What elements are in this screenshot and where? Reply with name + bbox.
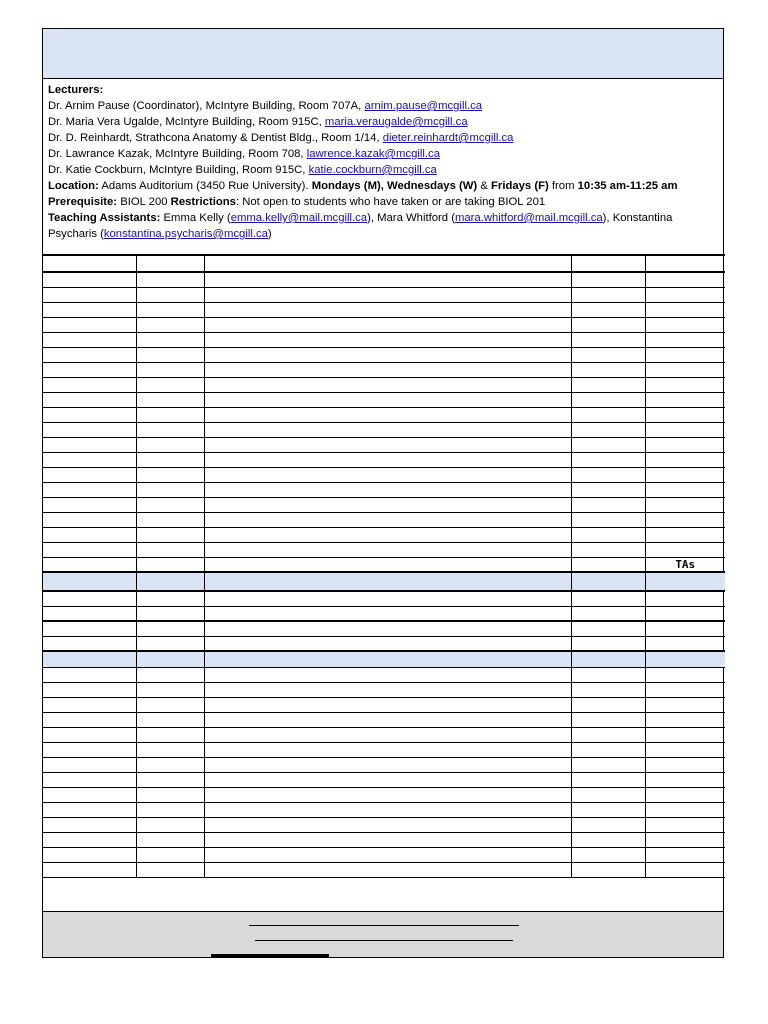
schedule-table (43, 254, 725, 878)
table-cell (204, 817, 571, 832)
table-cell (204, 667, 571, 682)
table-cell (43, 452, 136, 467)
table-cell (43, 422, 136, 437)
table-cell (204, 862, 571, 877)
footer-band (43, 911, 723, 957)
table-cell (204, 802, 571, 817)
table-cell (204, 697, 571, 712)
table-cell (136, 697, 204, 712)
title-band (43, 29, 723, 79)
table-row (43, 467, 725, 482)
table-cell (645, 682, 725, 697)
table-cell (43, 317, 136, 332)
table-cell (204, 512, 571, 527)
table-cell (136, 317, 204, 332)
table-cell (204, 787, 571, 802)
table-cell (645, 742, 725, 757)
table-cell (645, 332, 725, 347)
table-cell (571, 377, 645, 392)
table-row (43, 302, 725, 317)
table-cell (571, 727, 645, 742)
table-cell (136, 467, 204, 482)
table-cell (43, 302, 136, 317)
table-cell (43, 255, 136, 272)
table-cell (136, 437, 204, 452)
table-cell (571, 606, 645, 621)
table-row (43, 832, 725, 847)
table-cell (645, 497, 725, 512)
table-cell (571, 847, 645, 862)
table-row (43, 862, 725, 877)
table-cell (204, 621, 571, 636)
table-cell (645, 572, 725, 591)
table-cell (645, 757, 725, 772)
table-cell (645, 847, 725, 862)
table-cell (571, 437, 645, 452)
table-row (43, 621, 725, 636)
table-cell (43, 636, 136, 651)
lecturer-row: Dr. Maria Vera Ugalde, McIntyre Building, Room 915C, maria.veraugalde@mcgill.ca (48, 116, 468, 128)
table-row (43, 452, 725, 467)
table-row (43, 772, 725, 787)
table-cell (136, 621, 204, 636)
table-cell (136, 757, 204, 772)
table-cell (204, 452, 571, 467)
email-link[interactable]: maria.veraugalde@mcgill.ca (324, 116, 468, 128)
lecturers-heading: Lecturers: (48, 84, 104, 96)
table-cell (136, 452, 204, 467)
table-cell (645, 727, 725, 742)
table-cell (43, 621, 136, 636)
table-cell (136, 591, 204, 606)
table-row (43, 317, 725, 332)
table-cell (43, 787, 136, 802)
table-cell (43, 377, 136, 392)
table-row (43, 682, 725, 697)
table-cell (645, 787, 725, 802)
table-cell (136, 497, 204, 512)
table-row (43, 757, 725, 772)
email-link[interactable]: arnim.pause@mcgill.ca (364, 100, 483, 112)
table-cell (571, 651, 645, 667)
table-cell (204, 347, 571, 362)
table-cell (204, 287, 571, 302)
table-cell (43, 287, 136, 302)
table-row (43, 817, 725, 832)
table-cell (136, 362, 204, 377)
table-cell (43, 557, 136, 572)
table-cell (136, 287, 204, 302)
table-cell (571, 362, 645, 377)
table-cell (645, 452, 725, 467)
table-cell (136, 802, 204, 817)
table-cell (571, 497, 645, 512)
table-row (43, 542, 725, 557)
table-cell (571, 482, 645, 497)
table-cell (43, 682, 136, 697)
table-cell (571, 621, 645, 636)
table-cell (204, 497, 571, 512)
table-cell (204, 527, 571, 542)
table-cell (571, 467, 645, 482)
table-cell (43, 817, 136, 832)
table-cell (43, 862, 136, 877)
table-cell (136, 272, 204, 287)
table-cell (136, 557, 204, 572)
table-cell (571, 452, 645, 467)
table-cell (204, 467, 571, 482)
prerequisite-row: Prerequisite: BIOL 200 Restrictions: Not open to students who have taken or are taking BIOL 201 (48, 196, 546, 208)
table-cell (136, 862, 204, 877)
table-cell (571, 347, 645, 362)
table-cell (204, 832, 571, 847)
email-link[interactable]: lawrence.kazak@mcgill.ca (306, 148, 440, 160)
table-row (43, 712, 725, 727)
table-cell (645, 287, 725, 302)
table-cell (645, 392, 725, 407)
table-cell (136, 742, 204, 757)
table-cell (645, 362, 725, 377)
table-cell (204, 332, 571, 347)
table-row (43, 591, 725, 606)
table-cell (43, 497, 136, 512)
table-cell (204, 317, 571, 332)
table-cell (645, 512, 725, 527)
table-cell (136, 727, 204, 742)
table-cell (204, 591, 571, 606)
table-row (43, 802, 725, 817)
table-cell (136, 422, 204, 437)
table-cell (571, 817, 645, 832)
table-cell (571, 332, 645, 347)
table-cell (204, 651, 571, 667)
table-cell (204, 362, 571, 377)
table-row (43, 392, 725, 407)
table-row (43, 636, 725, 651)
table-cell (43, 512, 136, 527)
table-row (43, 572, 725, 591)
table-row (43, 377, 725, 392)
teaching-assistants-row: Teaching Assistants: Emma Kelly (emma.kelly@mail.mcgill.ca), Mara Whitford (mara.whitford@mail.mcgill.ca), Konstantina Psycharis (konstantina.psycharis@mcgill.ca) (48, 212, 673, 240)
table-cell (204, 542, 571, 557)
table-cell (43, 407, 136, 422)
lecturer-row: Dr. Lawrance Kazak, McIntyre Building, Room 708, lawrence.kazak@mcgill.ca (48, 148, 440, 160)
table-cell (571, 862, 645, 877)
table-cell (571, 682, 645, 697)
table-cell (43, 482, 136, 497)
table-cell (645, 712, 725, 727)
table-cell (204, 407, 571, 422)
table-cell (571, 542, 645, 557)
table-cell (43, 572, 136, 591)
table-row (43, 272, 725, 287)
table-row (43, 606, 725, 621)
table-row (43, 847, 725, 862)
table-cell (204, 482, 571, 497)
table-cell (645, 527, 725, 542)
lecturer-row: Dr. D. Reinhardt, Strathcona Anatomy & Dentist Bldg., Room 1/14, dieter.reinhardt@mcgill.ca (48, 132, 514, 144)
table-row (43, 362, 725, 377)
table-cell (136, 712, 204, 727)
table-cell (645, 302, 725, 317)
lecturer-row: Dr. Arnim Pause (Coordinator), McIntyre Building, Room 707A, arnim.pause@mcgill.ca (48, 100, 483, 112)
table-cell (571, 392, 645, 407)
table-cell (43, 727, 136, 742)
table-cell (204, 302, 571, 317)
table-row (43, 407, 725, 422)
table-cell (571, 302, 645, 317)
tas-cell: TAs (645, 557, 725, 572)
table-cell (204, 437, 571, 452)
table-cell (645, 862, 725, 877)
table-row (43, 347, 725, 362)
table-cell (43, 832, 136, 847)
table-cell (645, 832, 725, 847)
table-cell (645, 636, 725, 651)
table-cell (43, 667, 136, 682)
table-cell (571, 255, 645, 272)
table-cell (571, 667, 645, 682)
table-cell (204, 255, 571, 272)
table-cell (571, 697, 645, 712)
table-cell (136, 772, 204, 787)
table-cell (204, 682, 571, 697)
table-cell (645, 482, 725, 497)
table-row (43, 742, 725, 757)
table-cell (43, 467, 136, 482)
table-cell (645, 817, 725, 832)
table-cell (645, 317, 725, 332)
table-cell (571, 832, 645, 847)
table-cell (136, 847, 204, 862)
email-link[interactable]: emma.kelly@mail.mcgill.ca (230, 212, 368, 224)
table-cell (571, 636, 645, 651)
table-cell (204, 772, 571, 787)
lecturer-row: Dr. Katie Cockburn, McIntyre Building, Room 915C, katie.cockburn@mcgill.ca (48, 164, 437, 176)
table-cell (43, 332, 136, 347)
table-cell (136, 255, 204, 272)
table-cell (43, 772, 136, 787)
table-cell (43, 742, 136, 757)
table-cell (204, 272, 571, 287)
table-cell (645, 591, 725, 606)
table-cell (43, 542, 136, 557)
table-cell (204, 377, 571, 392)
table-cell (204, 712, 571, 727)
table-cell (136, 682, 204, 697)
table-cell (645, 347, 725, 362)
table-cell (204, 636, 571, 651)
table-cell (645, 407, 725, 422)
table-cell (571, 802, 645, 817)
table-row (43, 482, 725, 497)
table-cell (136, 572, 204, 591)
table-cell (136, 606, 204, 621)
table-row (43, 697, 725, 712)
table-row (43, 727, 725, 742)
table-cell (204, 557, 571, 572)
table-cell (136, 302, 204, 317)
table-cell (571, 742, 645, 757)
table-cell (136, 636, 204, 651)
footer-rule (255, 940, 513, 941)
table-cell (136, 542, 204, 557)
table-cell (571, 772, 645, 787)
table-cell (645, 272, 725, 287)
table-cell (645, 772, 725, 787)
table-cell (136, 527, 204, 542)
table-cell (571, 407, 645, 422)
table-cell (571, 557, 645, 572)
table-cell (645, 802, 725, 817)
schedule-sheet (42, 28, 724, 958)
table-cell (571, 787, 645, 802)
table-cell (204, 606, 571, 621)
table-cell (204, 392, 571, 407)
table-cell (136, 347, 204, 362)
table-cell (43, 272, 136, 287)
table-row (43, 287, 725, 302)
table-cell (571, 712, 645, 727)
table-cell (645, 621, 725, 636)
table-row (43, 557, 725, 572)
email-link[interactable]: katie.cockburn@mcgill.ca (308, 164, 437, 176)
table-cell (204, 742, 571, 757)
table-cell (645, 651, 725, 667)
table-cell (571, 527, 645, 542)
table-cell (645, 377, 725, 392)
location-row: Location: Adams Auditorium (3450 Rue University). Mondays (M), Wednesdays (W) & Fridays (F) from 10:35 am-11:25 am (48, 180, 678, 192)
table-cell (645, 437, 725, 452)
table-cell (136, 787, 204, 802)
table-cell (43, 651, 136, 667)
table-row (43, 651, 725, 667)
table-cell (43, 802, 136, 817)
table-cell (136, 482, 204, 497)
table-cell (136, 407, 204, 422)
table-cell (204, 422, 571, 437)
table-cell (136, 651, 204, 667)
table-cell (571, 272, 645, 287)
footer-rule (249, 925, 519, 926)
footer-rule (211, 954, 329, 957)
table-cell (43, 527, 136, 542)
table-cell (43, 347, 136, 362)
table-cell (571, 512, 645, 527)
table-row (43, 332, 725, 347)
table-cell (571, 572, 645, 591)
table-cell (136, 377, 204, 392)
table-cell (136, 667, 204, 682)
table-cell (43, 437, 136, 452)
table-cell (645, 255, 725, 272)
table-cell (571, 591, 645, 606)
table-cell (645, 422, 725, 437)
table-cell (43, 392, 136, 407)
table-row (43, 787, 725, 802)
table-cell (136, 832, 204, 847)
email-link[interactable]: mara.whitford@mail.mcgill.ca (454, 212, 603, 224)
table-cell (43, 697, 136, 712)
table-cell (43, 757, 136, 772)
table-cell (645, 467, 725, 482)
table-row (43, 667, 725, 682)
table-cell (571, 757, 645, 772)
table-cell (204, 757, 571, 772)
table-row (43, 422, 725, 437)
table-row (43, 497, 725, 512)
table-cell (43, 712, 136, 727)
email-link[interactable]: dieter.reinhardt@mcgill.ca (382, 132, 514, 144)
table-cell (43, 847, 136, 862)
table-cell (136, 817, 204, 832)
course-info (48, 82, 720, 242)
table-cell (571, 317, 645, 332)
table-row (43, 255, 725, 272)
table-cell (204, 727, 571, 742)
table-cell (136, 512, 204, 527)
table-cell (43, 591, 136, 606)
table-cell (571, 287, 645, 302)
table-cell (136, 332, 204, 347)
table-cell (645, 667, 725, 682)
table-cell (645, 697, 725, 712)
table-cell (645, 606, 725, 621)
table-cell (43, 606, 136, 621)
table-row (43, 512, 725, 527)
table-cell (204, 847, 571, 862)
table-cell (43, 362, 136, 377)
table-cell (571, 422, 645, 437)
table-row (43, 527, 725, 542)
table-cell (204, 572, 571, 591)
table-cell (136, 392, 204, 407)
table-cell (645, 542, 725, 557)
table-row (43, 437, 725, 452)
email-link[interactable]: konstantina.psycharis@mcgill.ca (103, 228, 268, 240)
